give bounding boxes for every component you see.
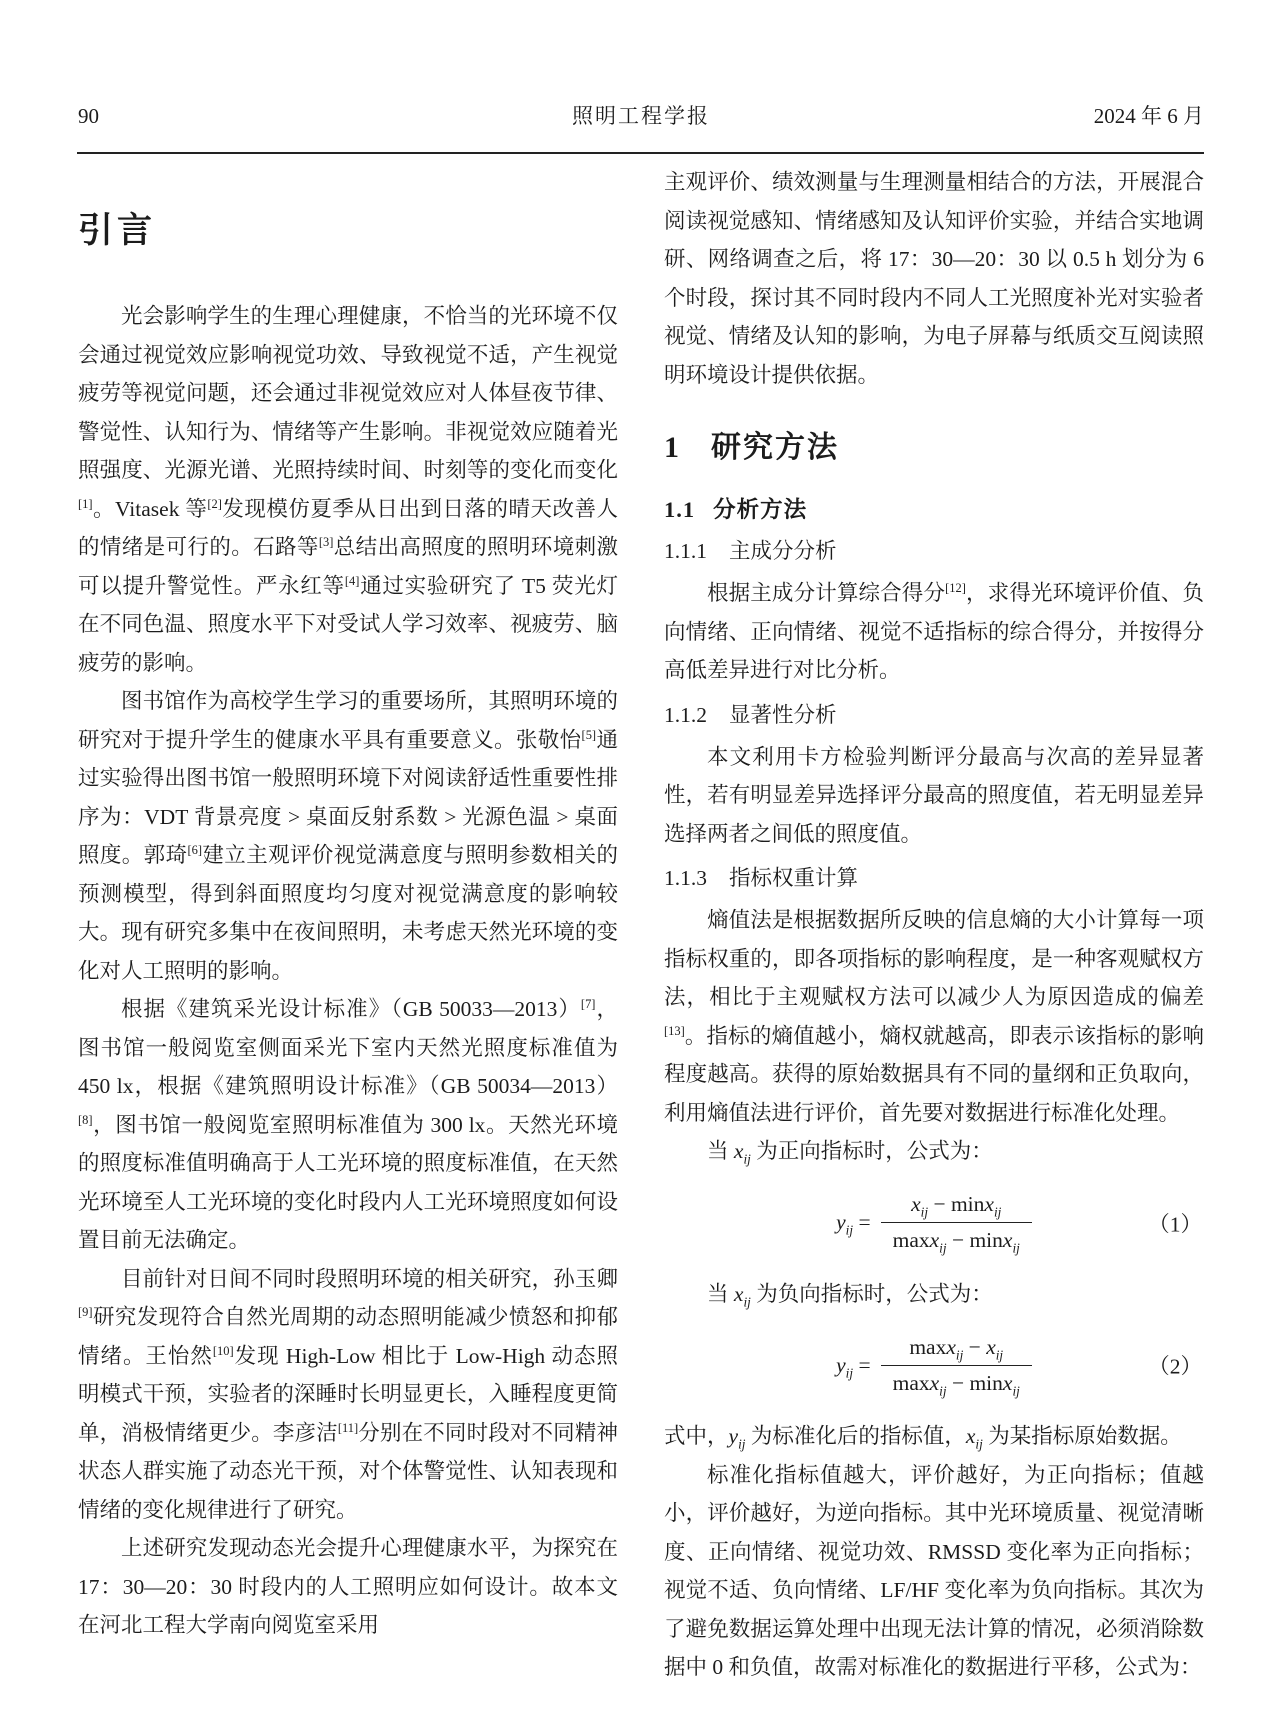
section-title: 显著性分析 [729, 702, 837, 727]
fraction [881, 1192, 1032, 1256]
section-heading-1-1 [664, 492, 1204, 524]
equation-number: （2） [1148, 1354, 1202, 1379]
fraction [881, 1335, 1032, 1396]
section-number: 1.1.2 [664, 702, 707, 727]
header-rule [77, 152, 1204, 154]
paragraph: 本文利用卡方检验判断评分最高与次高的差异显著性，若有明显差异选择评分最高的照度值，若无明显差异选择两者之间低的照度值。 [664, 744, 1204, 846]
paragraph: 光会影响学生的生理心理健康，不恰当的光环境不仅会通过视觉效应影响视觉功效、导致视觉不适，产生视觉疲劳等视觉问题，还会通过非视觉效应对人体昼夜节律、警觉性、认知行为、情绪等产生影响。非视觉效应随着光照强度、光源光谱、光照持续时间、时刻等的变化而变化[1]。Vitasek 等[2]发现模仿夏季从日出到日落的晴天改善人的情绪是可行的。石路等[3]总结出高照度的照明环境刺激可以提升警觉性。严永红等[4]通过实验研究了 T5 荧光灯在不同色温、照度水平下对受试人学习效率、视疲劳、脑疲劳的影响。 [78, 304, 618, 675]
equation-2 [664, 1321, 1204, 1409]
paragraph: 标准化指标值越大，评价越好，为正向指标；值越小，评价越好，为逆向指标。其中光环境质量、视觉清晰度、正向情绪、视觉功效、RMSSD 变化率为正向指标；视觉不适、负向情绪、LF/HF 变化率为负向指标。其次为了避免数据运算处理中出现无法计算的情况，必须消除数据中 0 和负值，故需对标准化的数据进行平移，公式为： [664, 1462, 1204, 1679]
equation-lhs: $y_{ij}$ = [836, 1210, 871, 1238]
paragraph: 上述研究发现动态光会提升心理健康水平，为探究在 17：30—20：30 时段内的人工照明应如何设计。故本文在河北工程大学南向阅览室采用 [78, 1536, 618, 1637]
section-heading-1-1-3 [664, 859, 1204, 897]
paragraph: 目前针对日间不同时段照明环境的相关研究，孙玉卿[9]研究发现符合自然光周期的动态照明能减少愤怒和抑郁情绪。王怡然[10]发现 High-Low 相比于 Low-High 动态照明模式干预，实验者的深睡时长明显更长，入睡程度更简单，消极情绪更少。李彦洁[11]分别在不同时段对不同精神状态人群实施了动态光干预，对个体警觉性、认知表现和情绪的变化规律进行了研究。 [78, 1266, 618, 1522]
equation-number: （1） [1148, 1212, 1202, 1236]
paragraph: 根据主成分计算综合得分[12]，求得光环境评价值、负向情绪、正向情绪、视觉不适指标的综合得分，并按得分高低差异进行对比分析。 [664, 580, 1204, 682]
section-heading-1-1-2 [664, 696, 1204, 734]
fraction-denominator: maxx$_{ij}$ − minx$_{ij}$ [892, 1228, 1020, 1256]
fraction-numerator: $x_{ij} - \min x_{ij}$ [881, 1192, 1032, 1223]
section-heading-1 [664, 422, 1204, 466]
section-number: 1.1.3 [664, 866, 707, 890]
page-header [78, 100, 1204, 130]
equation-lhs: $y_{ij}$ = [836, 1352, 871, 1380]
section-title: 分析方法 [713, 497, 808, 522]
equation-body [836, 1335, 1032, 1396]
intro-heading: 引言 [78, 211, 157, 250]
section-number: 1 [664, 431, 681, 464]
section-number: 1.1 [664, 497, 696, 522]
equation-1 [664, 1179, 1204, 1267]
formula-lead: 当 $x_{ij}$ 为负向指标时，公式为： [707, 1281, 993, 1309]
section-number: 1.1.1 [664, 539, 707, 563]
page-number: 90 [78, 104, 99, 128]
formula-lead: 当 $x_{ij}$ 为正向指标时，公式为： [707, 1139, 993, 1167]
left-column [78, 163, 618, 1687]
section-heading-1-1-1 [664, 532, 1204, 570]
fraction-numerator: $\max x_{ij} - x_{ij}$ [881, 1335, 1032, 1366]
section-title: 主成分分析 [729, 539, 837, 563]
equation-body [836, 1192, 1032, 1256]
right-column [664, 163, 1204, 1687]
paragraph: 式中，$y_{ij}$ 为标准化后的指标值，$x_{ij}$ 为某指标原始数据。 [664, 1424, 1182, 1452]
section-title: 指标权重计算 [729, 866, 859, 890]
paragraph: 根据《建筑采光设计标准》（GB 50033—2013）[7]，图书馆一般阅览室侧面采光下室内天然光照度标准值为 450 lx，根据《建筑照明设计标准》（GB 50034—2013）[8]，图书馆一般阅览室照明标准值为 300 lx。天然光环境的照度标准值明确高于人工光环境的照度标准值，在天然光环境至人工光环境的变化时段内人工光环境照度如何设置目前无法确定。 [78, 996, 618, 1252]
issue-date: 2024 年 6 月 [1093, 104, 1204, 128]
paragraph: 图书馆作为高校学生学习的重要场所，其照明环境的研究对于提升学生的健康水平具有重要意义。张敬怡[5]通过实验得出图书馆一般照明环境下对阅读舒适性重要性排序为：VDT 背景亮度 > 桌面反射系数 > 光源色温 > 桌面照度。郭琦[6]建立主观评价视觉满意度与照明参数相关的预测模型，得到斜面照度均匀度对视觉满意度的影响较大。现有研究多集中在夜间照明，未考虑天然光环境的变化对人工照明的影响。 [78, 689, 618, 983]
fraction-denominator: maxx$_{ij}$ − minx$_{ij}$ [892, 1370, 1020, 1398]
paragraph: 熵值法是根据数据所反映的信息熵的大小计算每一项指标权重的，即各项指标的影响程度，是一种客观赋权方法，相比于主观赋权方法可以减少人为原因造成的偏差[13]。指标的熵值越小，熵权就越高，即表示该指标的影响程度越高。获得的原始数据具有不同的量纲和正负取向，利用熵值法进行评价，首先要对数据进行标准化处理。 [664, 908, 1204, 1125]
page-body [78, 163, 1204, 1687]
section-title: 研究方法 [711, 431, 839, 464]
journal-title: 照明工程学报 [571, 104, 710, 128]
paragraph-continuation: 主观评价、绩效测量与生理测量相结合的方法，开展混合阅读视觉感知、情绪感知及认知评价实验，并结合实地调研、网络调查之后，将 17：30—20：30 以 0.5 h 划分为 6 个时段，探讨其不同时段内不同人工光照度补光对实验者视觉、情绪及认知的影响，为电子屏幕与纸质交互阅读照明环境设计提供依据。 [664, 170, 1204, 387]
